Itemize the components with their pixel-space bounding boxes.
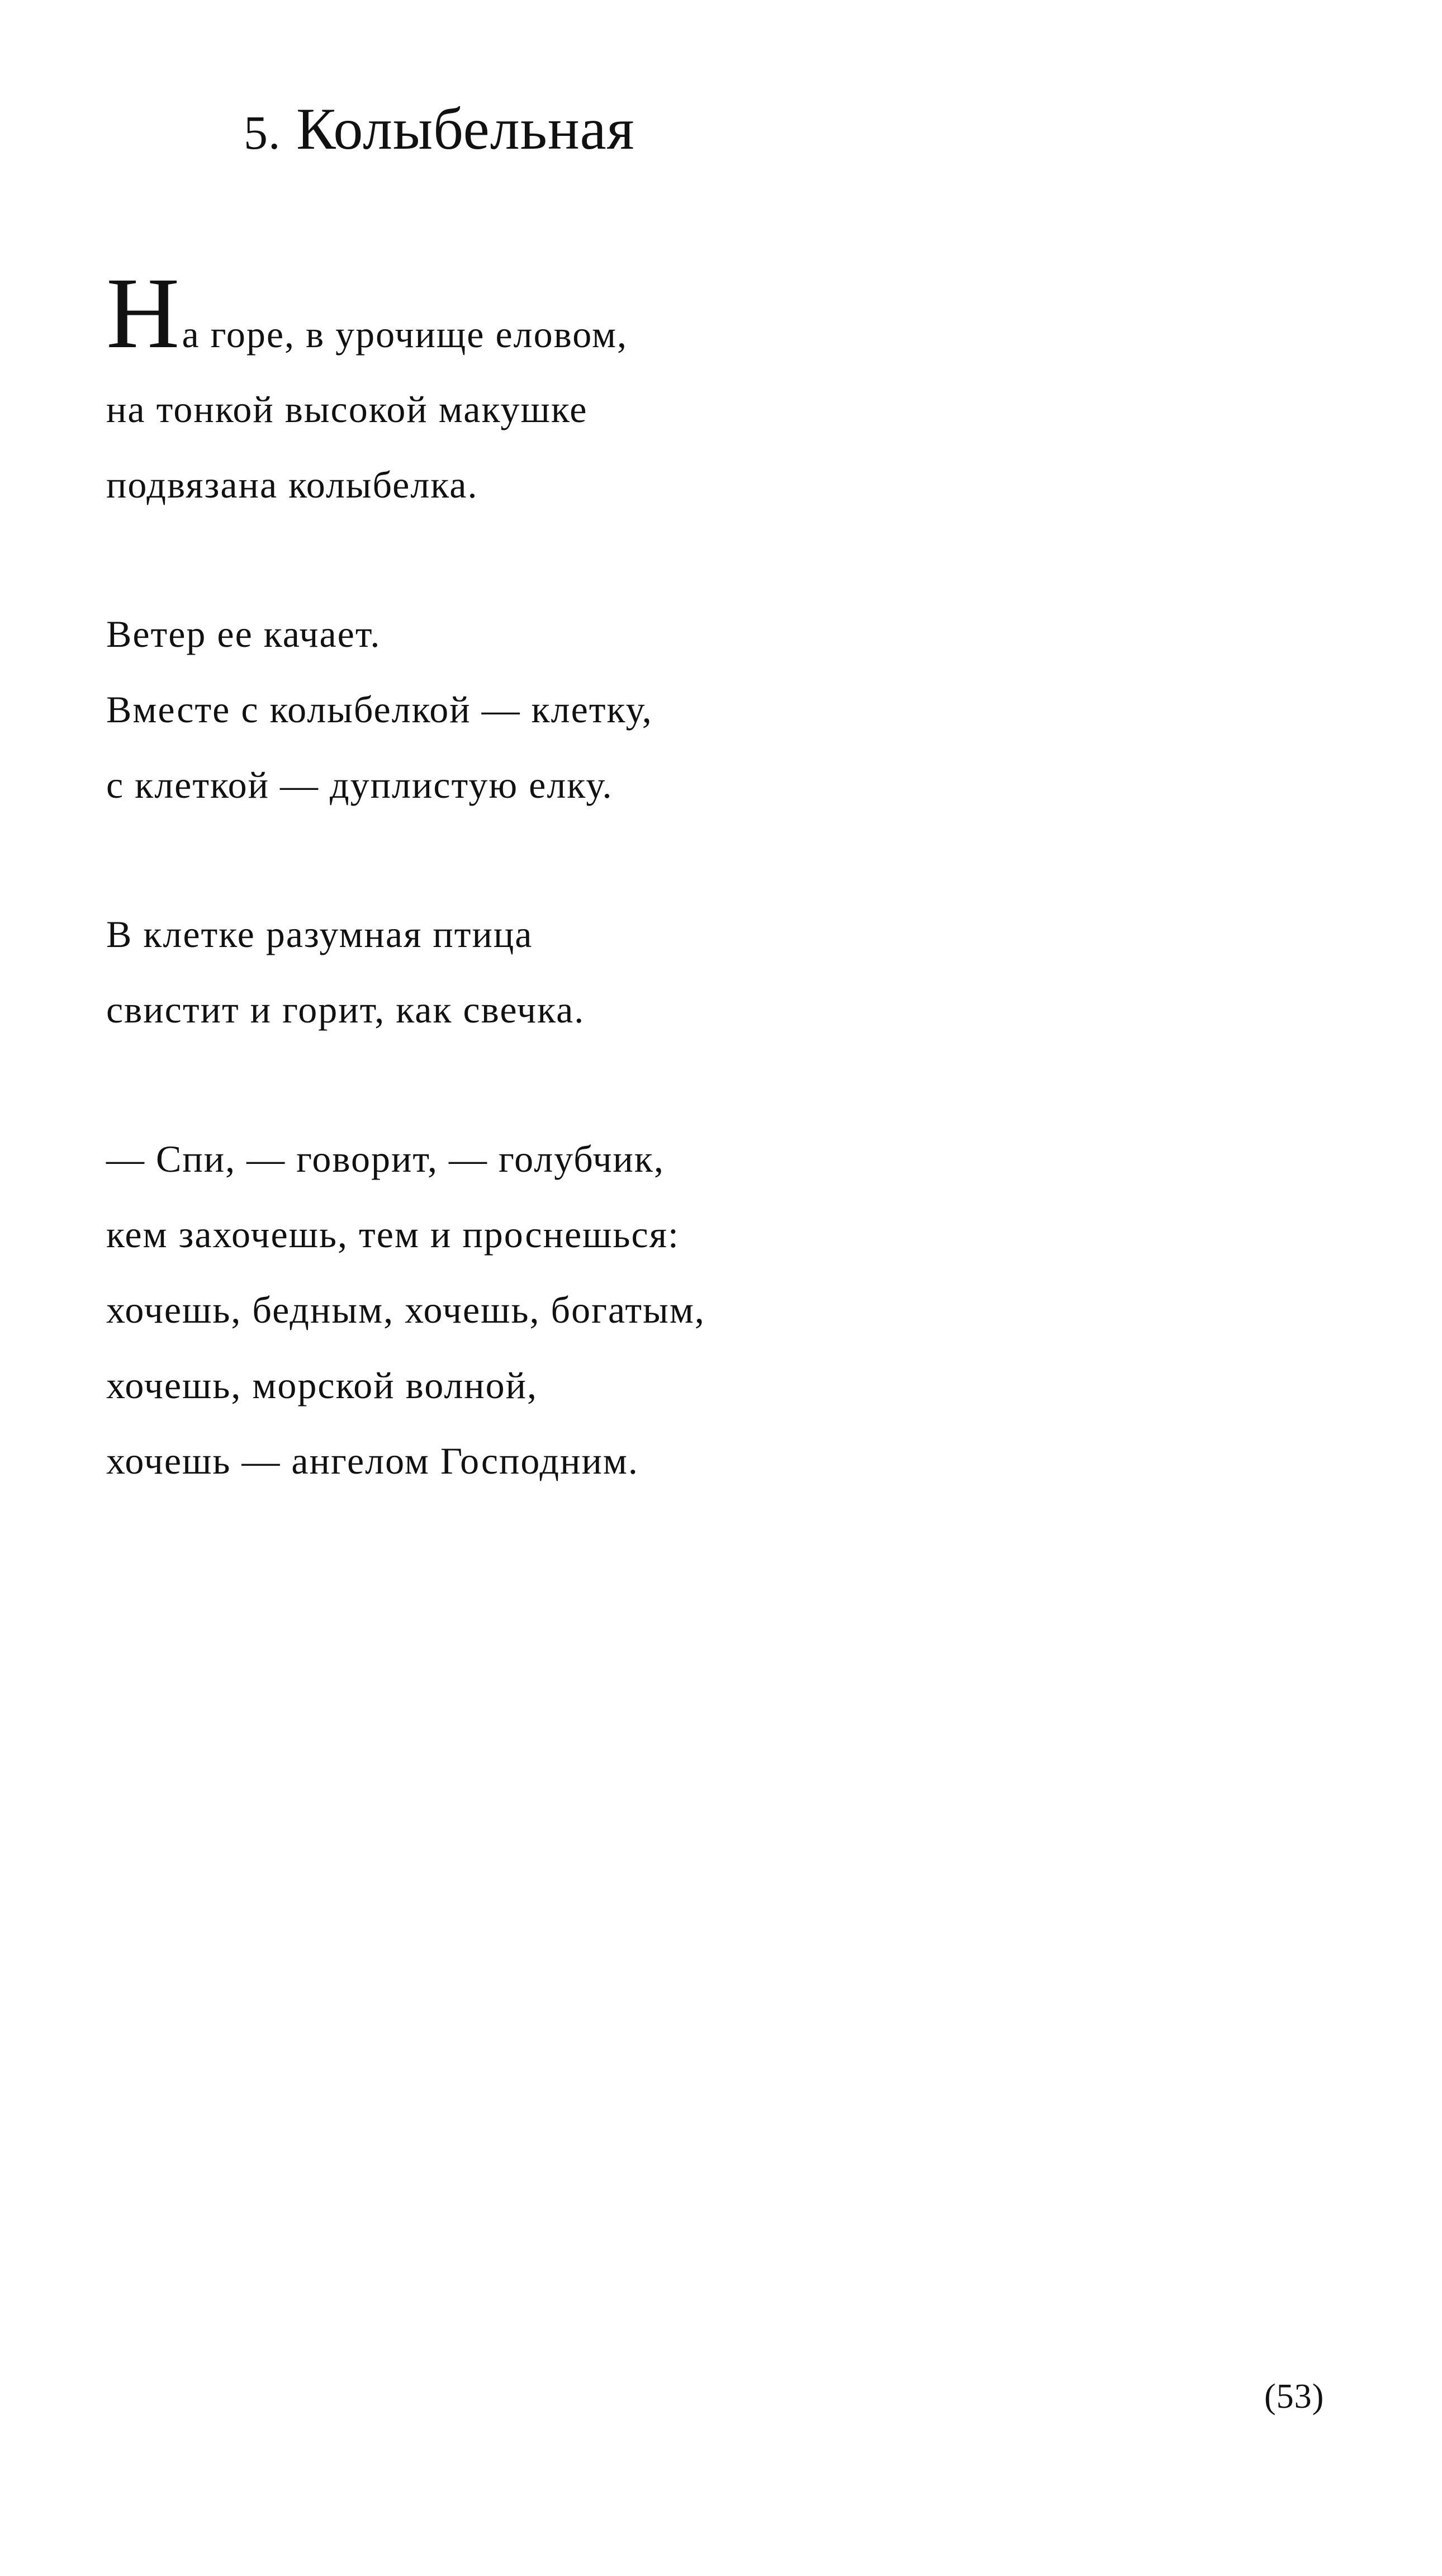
poem-line: подвязана колыбелка. [106,463,478,506]
poem-line: Вместе с колыбелкой — клетку, [106,688,653,731]
page-number: (53) [1264,2378,1325,2416]
poem-line: хочешь, морской волной, [106,1364,538,1407]
poem-line: свистит и горит, как свечка. [106,988,585,1031]
poem-line: В клетке разумная птица [106,913,533,955]
poem-number: 5. [244,106,281,159]
poem-line: кем захочешь, тем и проснешься: [106,1213,680,1256]
stanza-1 [106,257,1000,523]
poem-line: на тонкой высокой макушке [106,388,588,430]
poem-line: Ветер ее качает. [106,613,381,655]
poem-line [106,257,1000,372]
poem-line: с клеткой — дуплистую елку. [106,764,613,806]
poem-line: — Спи, — говорит, — голубчик, [106,1138,665,1180]
poem-title [244,96,635,162]
poem-line-text: а горе, в урочище еловом, [182,313,628,356]
poem-line: хочешь — ангелом Господним. [106,1439,639,1482]
drop-cap: Н [106,257,181,370]
stanza-4 [106,1121,1000,1499]
stanza-2 [106,596,1000,823]
poem-line: хочешь, бедным, хочешь, богатым, [106,1289,705,1331]
poem-body [106,257,1000,1573]
stanza-3 [106,897,1000,1048]
poem-title-text: Колыбельная [296,96,635,162]
